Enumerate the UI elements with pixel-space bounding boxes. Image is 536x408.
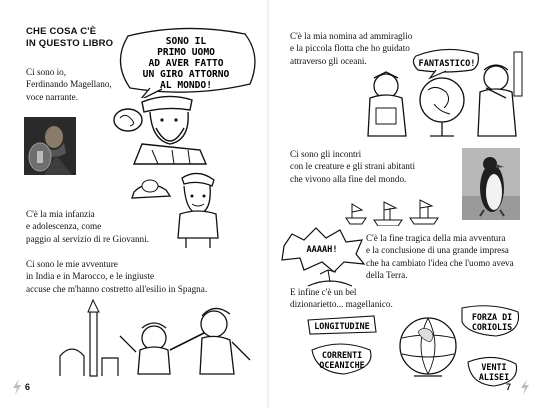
text-line: attraverso gli oceani. bbox=[290, 55, 367, 66]
bubble-text-fantastico: FANTASTICO! bbox=[418, 59, 476, 69]
lightning-bolt-icon bbox=[520, 379, 530, 395]
text-line: C'è la mia nomina ad ammiraglio bbox=[290, 31, 413, 41]
bubble-text-aaaah: AAAAH! bbox=[306, 245, 338, 255]
heading-line: IN QUESTO LIBRO bbox=[26, 38, 114, 49]
text-line: paggio al servizio di re Giovanni. bbox=[26, 233, 149, 244]
heading-line: CHE COSA C'È bbox=[26, 26, 97, 37]
bubble-line: AD AVER FATTO bbox=[148, 58, 224, 69]
page-number: 6 bbox=[25, 382, 31, 392]
label-venti: VENTI bbox=[481, 362, 507, 372]
label-alisei: ALISEI bbox=[478, 372, 510, 382]
magellan-map-illustration bbox=[112, 92, 222, 166]
text-line: in India e in Marocco, e le ingiuste bbox=[26, 271, 155, 282]
intro-paragraph bbox=[26, 66, 112, 103]
text-line: Ci sono io, bbox=[26, 67, 67, 77]
text-line: accuse che m'hanno costretto all'esilio in Spagna. bbox=[26, 283, 208, 294]
text-line: della Terra. bbox=[366, 270, 408, 281]
sword-fight-illustration bbox=[54, 298, 264, 378]
text-line: Ci sono gli incontri bbox=[290, 149, 362, 159]
text-line: dizionarietto... magellanico. bbox=[290, 299, 393, 310]
text-line: Ferdinando Magellano, bbox=[26, 79, 112, 90]
label-oceaniche: OCEANICHE bbox=[319, 360, 365, 370]
lightning-bolt-icon bbox=[12, 379, 22, 395]
bubble-line: SONO IL bbox=[165, 36, 207, 47]
text-line: che ha cambiato l'idea che l'uomo aveva bbox=[366, 257, 514, 268]
text-line: C'è la fine tragica della mia avventura bbox=[366, 233, 506, 243]
text-line: e la conclusione di una grande impresa bbox=[366, 245, 509, 256]
label-coriolis: CORIOLIS bbox=[471, 322, 513, 332]
ships-illustration bbox=[344, 196, 448, 226]
bubble-line: AL MONDO! bbox=[160, 80, 212, 91]
label-forza: FORZA DI bbox=[471, 312, 513, 322]
text-line: che vivono alla fine del mondo. bbox=[290, 173, 407, 184]
adventures-paragraph bbox=[26, 258, 207, 295]
page-number: 7 bbox=[506, 382, 512, 392]
speech-bubble-magellano bbox=[110, 26, 260, 98]
childhood-paragraph bbox=[26, 208, 149, 245]
text-line: con le creature e gli strani abitanti bbox=[290, 161, 415, 172]
right-page bbox=[268, 0, 536, 408]
text-line: e adolescenza, come bbox=[26, 221, 102, 232]
globe-scholars-illustration bbox=[356, 38, 528, 140]
dictionary-globe-illustration bbox=[290, 298, 526, 390]
penguin-photo bbox=[462, 148, 520, 220]
encounters-paragraph bbox=[290, 148, 415, 185]
bubble-line: UN GIRO ATTORNO bbox=[142, 69, 230, 80]
text-line: voce narrante. bbox=[26, 91, 79, 102]
text-line: e la piccola flotta che ho guidato bbox=[290, 43, 410, 54]
tragic-end-paragraph bbox=[366, 232, 514, 282]
text-line: Ci sono le mie avventure bbox=[26, 259, 118, 269]
bubble-line: PRIMO UOMO bbox=[157, 47, 215, 58]
label-longitudine: LONGITUDINE bbox=[314, 321, 370, 331]
text-line: C'è la mia infanzia bbox=[26, 209, 95, 219]
label-correnti: CORRENTI bbox=[321, 350, 363, 360]
text-line: E infine c'è un bel bbox=[290, 287, 357, 297]
magellan-portrait-photo bbox=[24, 117, 76, 175]
